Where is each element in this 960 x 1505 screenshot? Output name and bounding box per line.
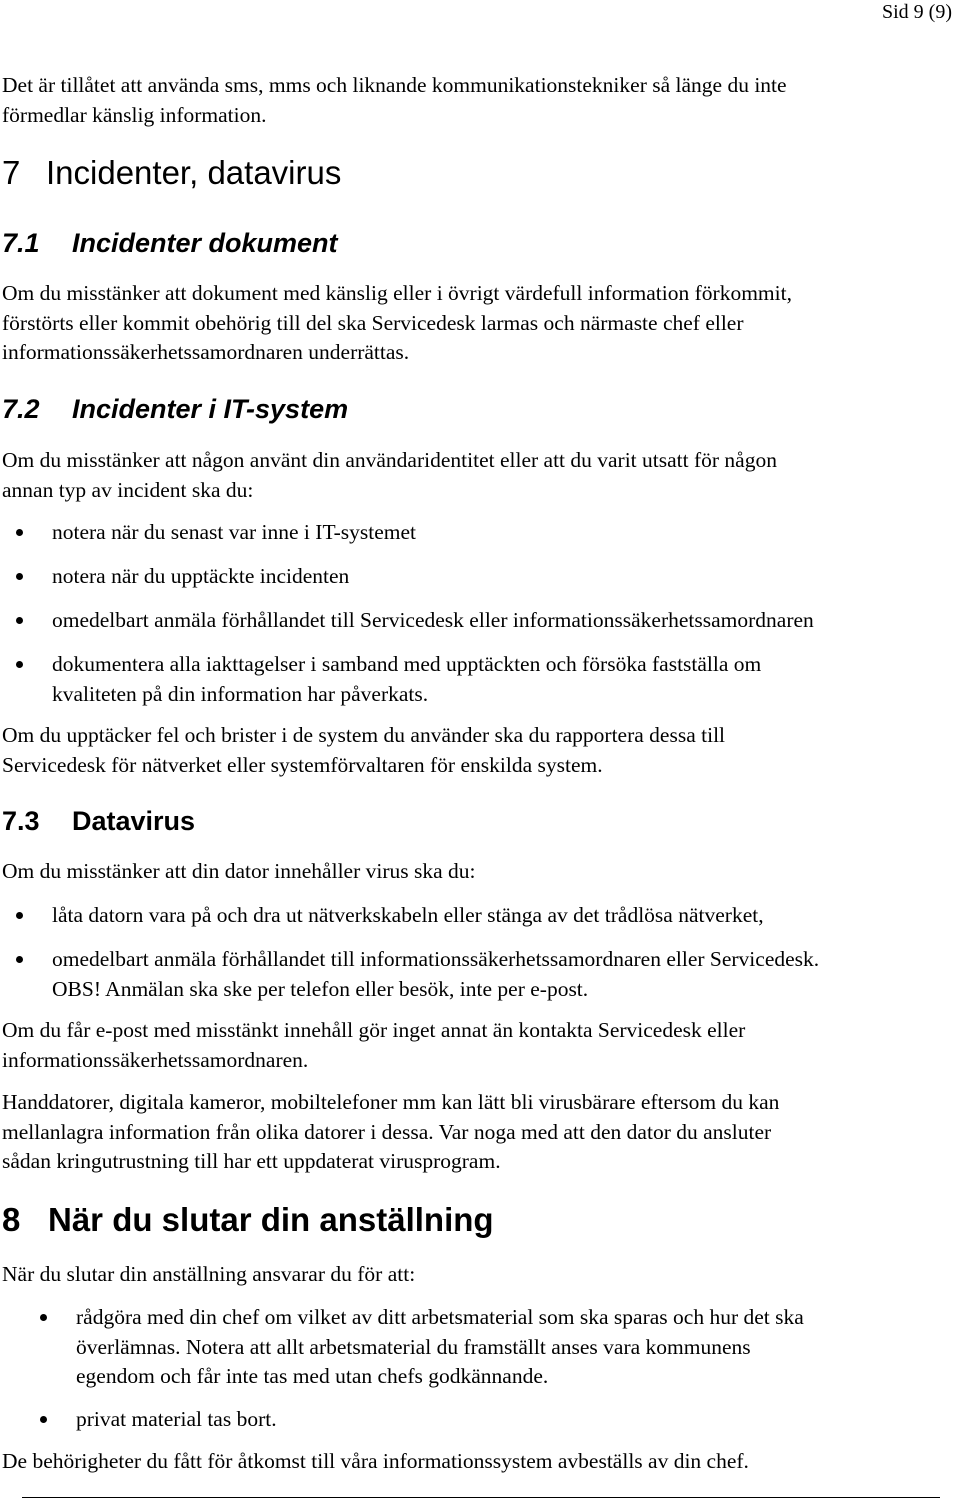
heading-title: Incidenter dokument bbox=[72, 228, 338, 258]
page-number: Sid 9 (9) bbox=[882, 1, 952, 23]
heading-number: 7 bbox=[2, 154, 21, 191]
list-item bbox=[2, 650, 956, 709]
bullet-icon bbox=[16, 573, 23, 580]
list-item-text: kvaliteten på din information har påverkats. bbox=[52, 681, 429, 706]
text-line: förmedlar känslig information. bbox=[2, 102, 267, 127]
bullet-icon bbox=[16, 912, 23, 919]
section-7-3-paragraph-2 bbox=[2, 1088, 956, 1177]
list-item-text: notera när du senast var inne i IT-systemet bbox=[52, 520, 416, 544]
heading-number: 7.3 bbox=[2, 806, 40, 836]
heading-number: 7.1 bbox=[2, 228, 40, 258]
list-item-text: egendom och får inte tas med utan chefs godkännande. bbox=[76, 1364, 549, 1388]
list-item-text: omedelbart anmäla förhållandet till Servicedesk eller informationssäkerhetssamordnaren bbox=[52, 608, 814, 632]
heading-section-8 bbox=[2, 1200, 956, 1240]
list-item-text: dokumentera alla iakttagelser i samband med upptäckten och försöka fastställa om bbox=[52, 652, 762, 676]
list-item-text: OBS! Anmälan ska ske per telefon eller besök, inte per e-post. bbox=[52, 976, 589, 1001]
bullet-icon bbox=[16, 617, 23, 624]
section-7-3-paragraph-1 bbox=[2, 1016, 956, 1075]
list-item bbox=[2, 1405, 956, 1435]
text-line: När du slutar din anställning ansvarar du för att: bbox=[2, 1262, 416, 1286]
section-8-after-paragraph bbox=[2, 1447, 956, 1477]
list-item bbox=[2, 606, 956, 636]
text-line: Om du misstänker att din dator innehåller virus ska du: bbox=[2, 859, 476, 883]
list-item bbox=[2, 945, 956, 1004]
section-7-3-paragraph bbox=[2, 857, 956, 887]
heading-title: Incidenter i IT-system bbox=[72, 394, 349, 424]
list-item-text: privat material tas bort. bbox=[76, 1407, 277, 1431]
heading-title: Datavirus bbox=[72, 806, 196, 836]
section-7-2-after-paragraph bbox=[2, 721, 956, 780]
bullet-icon bbox=[16, 661, 23, 668]
bullet-icon bbox=[16, 529, 23, 536]
text-line: annan typ av incident ska du: bbox=[2, 477, 254, 502]
text-line: sådan kringutrustning till har ett uppdaterat virusprogram. bbox=[2, 1149, 501, 1173]
text-line: förstörts eller kommit obehörig till del ska Servicedesk larmas och närmaste chef eller bbox=[2, 310, 744, 335]
section-7-2-paragraph bbox=[2, 446, 956, 505]
list-item-text: notera när du upptäckte incidenten bbox=[52, 564, 350, 588]
text-line: Om du misstänker att någon använt din användaridentitet eller att du varit utsatt för någon bbox=[2, 448, 777, 472]
section-7-1-paragraph bbox=[2, 279, 956, 368]
section-8-paragraph bbox=[2, 1260, 956, 1290]
text-line: Om du upptäcker fel och brister i de system du använder ska du rapportera dessa till bbox=[2, 723, 726, 747]
heading-section-7-2 bbox=[2, 392, 956, 426]
heading-section-7-1 bbox=[2, 226, 956, 260]
text-line: Det är tillåtet att använda sms, mms och liknande kommunikationstekniker så länge du inte bbox=[2, 73, 787, 97]
list-item bbox=[2, 518, 956, 548]
text-line: De behörigheter du fått för åtkomst till våra informationssystem avbeställs av din chef. bbox=[2, 1449, 749, 1473]
bullet-icon bbox=[40, 1314, 47, 1321]
list-item bbox=[2, 562, 956, 592]
footer-divider bbox=[22, 1497, 940, 1498]
text-line: mellanlagra information från olika datorer i dessa. Var noga med att den dator du ansluter bbox=[2, 1119, 772, 1144]
heading-number: 8 bbox=[2, 1201, 21, 1238]
list-item-text: låta datorn vara på och dra ut nätverkskabeln eller stänga av det trådlösa nätverket, bbox=[52, 903, 764, 927]
list-item-text: omedelbart anmäla förhållandet till informationssäkerhetssamordnaren eller Servicedesk. bbox=[52, 947, 820, 971]
list-item-text: rådgöra med din chef om vilket av ditt arbetsmaterial som ska sparas och hur det ska bbox=[76, 1305, 804, 1329]
bullet-icon bbox=[40, 1416, 47, 1423]
heading-title: Incidenter, datavirus bbox=[46, 154, 342, 191]
bullet-icon bbox=[16, 956, 23, 963]
heading-title: När du slutar din anställning bbox=[48, 1201, 494, 1238]
text-line: Servicedesk för nätverket eller systemförvaltaren för enskilda system. bbox=[2, 752, 603, 777]
list-item-text: överlämnas. Notera att allt arbetsmaterial du framställt anses vara kommunens bbox=[76, 1334, 751, 1359]
text-line: Om du får e-post med misstänkt innehåll gör inget annat än kontakta Servicedesk eller bbox=[2, 1018, 746, 1042]
list-item bbox=[2, 901, 956, 931]
intro-paragraph bbox=[2, 71, 956, 130]
text-line: Handdatorer, digitala kameror, mobiltelefoner mm kan lätt bli virusbärare eftersom du kan bbox=[2, 1090, 780, 1114]
heading-section-7 bbox=[2, 153, 956, 193]
text-line: Om du misstänker att dokument med känslig eller i övrigt värdefull information förkommit, bbox=[2, 281, 792, 305]
text-line: informationssäkerhetssamordnaren. bbox=[2, 1047, 309, 1072]
text-line: informationssäkerhetssamordnaren underrättas. bbox=[2, 340, 410, 364]
list-item bbox=[2, 1303, 956, 1392]
heading-number: 7.2 bbox=[2, 394, 40, 424]
heading-section-7-3 bbox=[2, 804, 956, 838]
